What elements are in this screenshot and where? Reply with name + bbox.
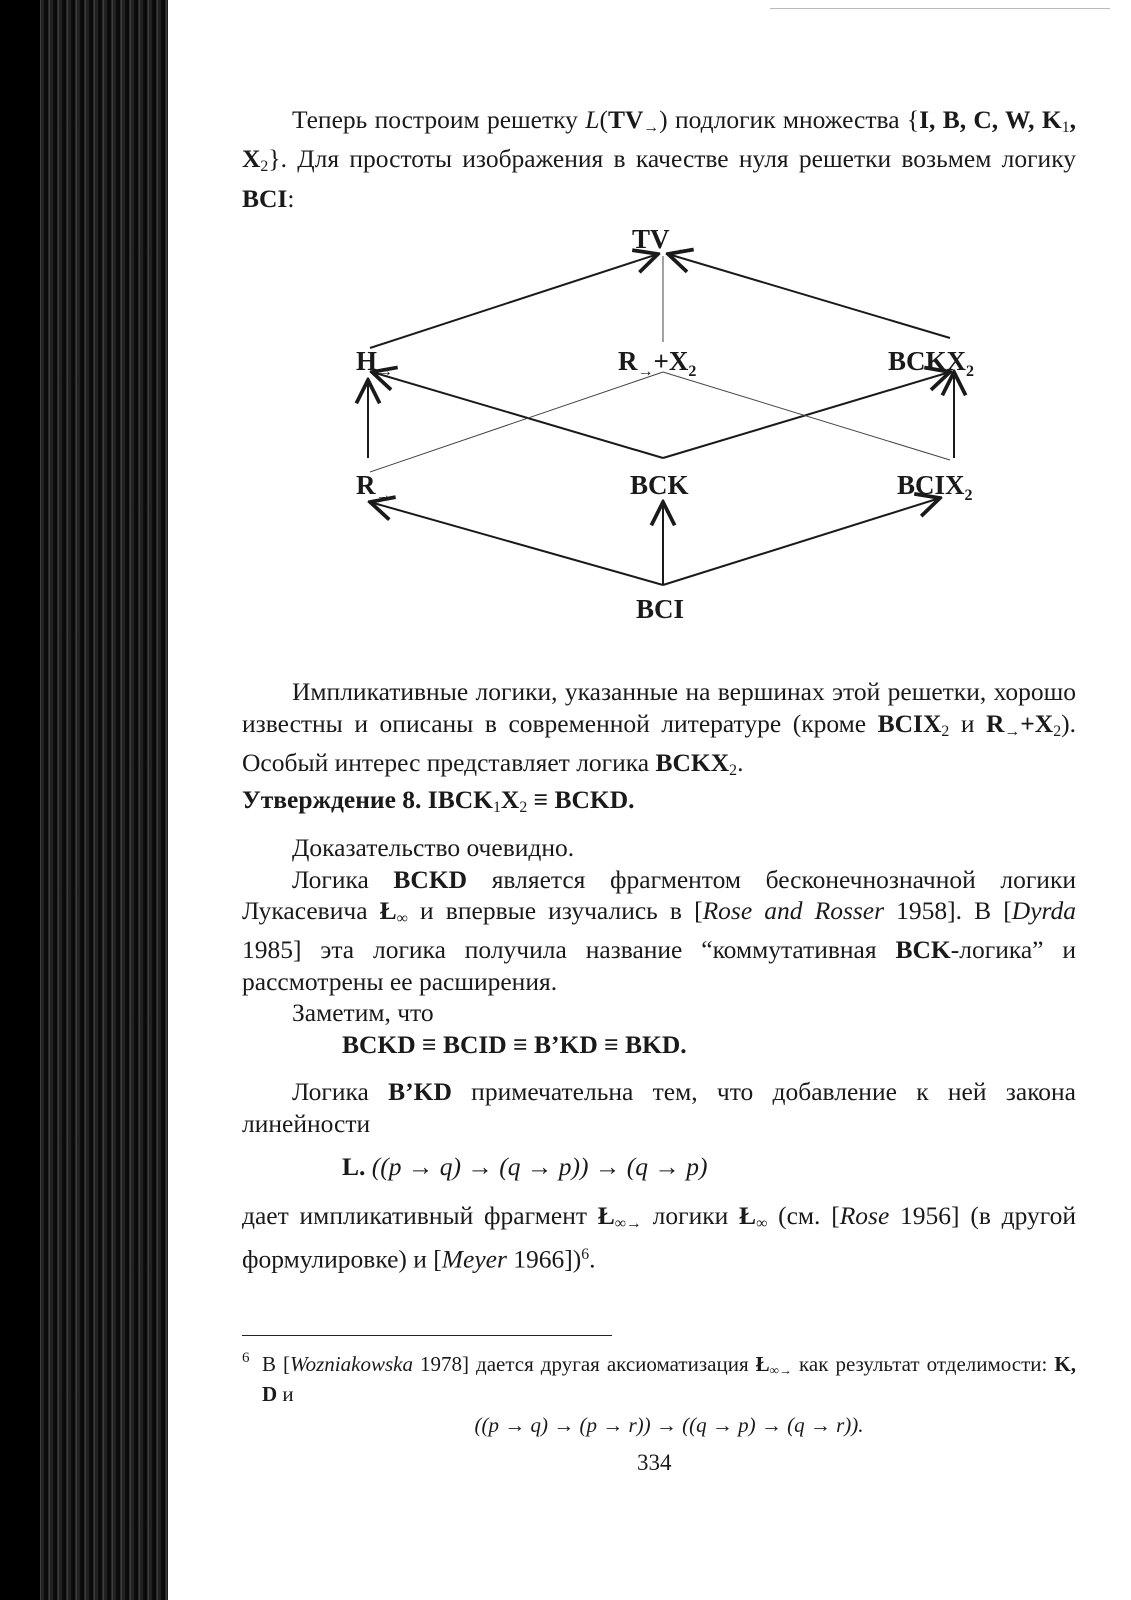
lukasiewicz-symbol: Ł <box>755 1352 770 1376</box>
description-paragraph <box>242 676 1076 786</box>
statement-lhs: X <box>500 785 520 814</box>
footnote-text: и <box>277 1382 294 1407</box>
edge-bci-r <box>370 502 663 585</box>
set-elements: I, B, C, W, K <box>919 105 1062 134</box>
desc-text: . <box>737 747 744 777</box>
footnote-mark: 6 <box>242 1350 250 1366</box>
lukasiewicz-symbol: Ł <box>379 896 397 925</box>
body-text: 1956] (в другой формулировке) и [ <box>242 1201 1076 1275</box>
body-text: -логика” и рассмотрены ее расширения. <box>242 935 1077 996</box>
statement-lhs: IBCK <box>427 785 493 814</box>
footnote <box>242 1352 1076 1438</box>
body-text: логики <box>641 1201 740 1230</box>
subscript: 2 <box>519 798 528 816</box>
r-symbol: R <box>986 708 1005 738</box>
subscript: ∞ <box>396 909 408 927</box>
subscript: 2 <box>941 722 950 740</box>
footnote-text: как результат отделимости: <box>791 1352 1055 1376</box>
body-text: и впервые изучались в [ <box>407 896 703 925</box>
citation-dyrda: Dyrda <box>1011 896 1077 925</box>
body-paragraphs <box>242 832 1076 1029</box>
intro-text: Теперь построим решетку <box>292 105 586 134</box>
subscript: 2 <box>1053 722 1062 740</box>
body-text: 1958]. В [ <box>884 896 1012 925</box>
note-line: Заметим, что <box>292 998 434 1028</box>
law-formula: ((p → q) → (q → p)) → (q → p) <box>371 1152 708 1181</box>
footnote-text: В [ <box>262 1352 291 1376</box>
body-text: примечательна тем, что добавление к ней закона линейности <box>242 1077 1076 1138</box>
proof-line: Доказательство очевидно. <box>292 833 575 862</box>
intro-text: ) подлогик множества { <box>659 105 920 134</box>
footnote-text: 1978] дается другая аксиоматизация <box>412 1352 756 1376</box>
statement-label: Утверждение 8. <box>242 785 422 814</box>
desc-text: ). Особый интерес представляет логика <box>242 708 1076 777</box>
node-h: $H_\to$ <box>356 346 394 380</box>
edge-bci-bcix <box>663 498 940 585</box>
fragment-paragraph <box>242 1200 1076 1276</box>
book-binding-edge <box>0 0 40 1600</box>
k-subscript: 1 <box>1061 118 1070 136</box>
bcix-symbol: BCIX <box>877 708 942 738</box>
footnote-formula: ((p → q) → (p → r)) → ((q → p) → (q → r)). <box>474 1413 864 1438</box>
page-number: 334 <box>637 1450 672 1475</box>
citation-rose: Rose <box>839 1201 890 1230</box>
subscript: ∞→ <box>769 1362 792 1378</box>
node-rx: $R_\to+X_2$ <box>618 346 697 380</box>
intro-text: }. Для простоты изображения в качестве нуля решетки возьмем логику <box>268 144 1076 174</box>
tv-symbol: TV <box>607 105 644 134</box>
body-text: 1985] эта логика получила название “коммутативная <box>242 935 896 965</box>
edge-h-tv <box>370 254 658 348</box>
bckd-symbol: BCKD <box>393 864 468 894</box>
bckd-paragraph <box>242 864 1076 998</box>
set-x: , X <box>242 105 1076 174</box>
intro-paragraph: Теперь построим решетку $L(TV_\to)$ подлогик множества {I, B, C, W, $K_1$, $X_2$}. Для простоты изображения в качестве нуля решетки возьмем логику BCI: <box>242 105 1076 213</box>
bck-symbol: BCK <box>895 935 951 965</box>
body-text: Логика <box>292 1077 389 1106</box>
body-text: 1966]) <box>506 1245 582 1275</box>
lattice-symbol: L <box>585 105 600 134</box>
edge-bckx-tv <box>668 254 950 338</box>
linearity-law <box>342 1152 707 1182</box>
lattice-diagram <box>340 220 1000 630</box>
body-text: дает импликативный фрагмент <box>242 1201 598 1230</box>
intro-colon: : <box>287 183 295 213</box>
equivalence-formula: BCKD ≡ BCID ≡ B’KD ≡ BKD. <box>342 1030 687 1059</box>
lukasiewicz-symbol: Ł <box>597 1201 615 1230</box>
citation-wozniakowska: Wozniakowska <box>290 1352 413 1376</box>
x-subscript: 2 <box>260 158 269 176</box>
desc-text: Импликативные логики, указанные на вершинах этой решетки, хорошо известны и описаны в современной литературе (кроме <box>242 677 1076 738</box>
statement-rhs: ≡ BCKD. <box>527 785 635 814</box>
subscript: ∞→ <box>614 1214 642 1232</box>
node-bci: BCI <box>636 594 685 624</box>
kd-symbols: K, D <box>262 1352 1077 1407</box>
top-scan-line <box>770 8 1110 9</box>
statement-8 <box>242 784 1076 823</box>
node-bckx: $BCKX_2$ <box>888 346 975 380</box>
subscript: 1 <box>492 798 501 816</box>
footnote-divider <box>242 1335 612 1336</box>
body-text: является фрагментом бесконечнозначной логики Лукасевича <box>242 864 1076 925</box>
desc-text: и <box>949 708 987 738</box>
bkd-paragraph <box>242 1076 1076 1139</box>
citation-meyer: Meyer <box>441 1245 507 1275</box>
bkd-symbol: B’KD <box>388 1077 452 1106</box>
bci-symbol: BCI <box>242 183 288 213</box>
footnote-reference[interactable]: 6 <box>581 1246 590 1264</box>
body-text: Логика <box>292 864 394 894</box>
rx-symbol: +X <box>1020 708 1054 738</box>
node-tv: $TV_\to$ <box>632 224 686 258</box>
citation-rose-rosser: Rose and Rosser <box>702 896 885 925</box>
subscript: → <box>1004 722 1021 740</box>
node-bck: BCK <box>630 470 689 500</box>
edge-bck-h <box>372 372 663 458</box>
bckx-symbol: BCKX <box>655 747 730 777</box>
subscript: 2 <box>729 761 738 779</box>
node-bcix: $BCIX_2$ <box>897 470 973 504</box>
law-label: L. <box>342 1152 366 1181</box>
body-text: . <box>589 1245 596 1275</box>
body-text: (см. [ <box>767 1201 840 1230</box>
tv-subscript: → <box>643 118 660 136</box>
node-r: $R_\to$ <box>356 470 392 504</box>
edge-r-rx <box>370 372 663 472</box>
lukasiewicz-symbol: Ł <box>739 1201 757 1230</box>
subscript: ∞ <box>756 1214 768 1232</box>
